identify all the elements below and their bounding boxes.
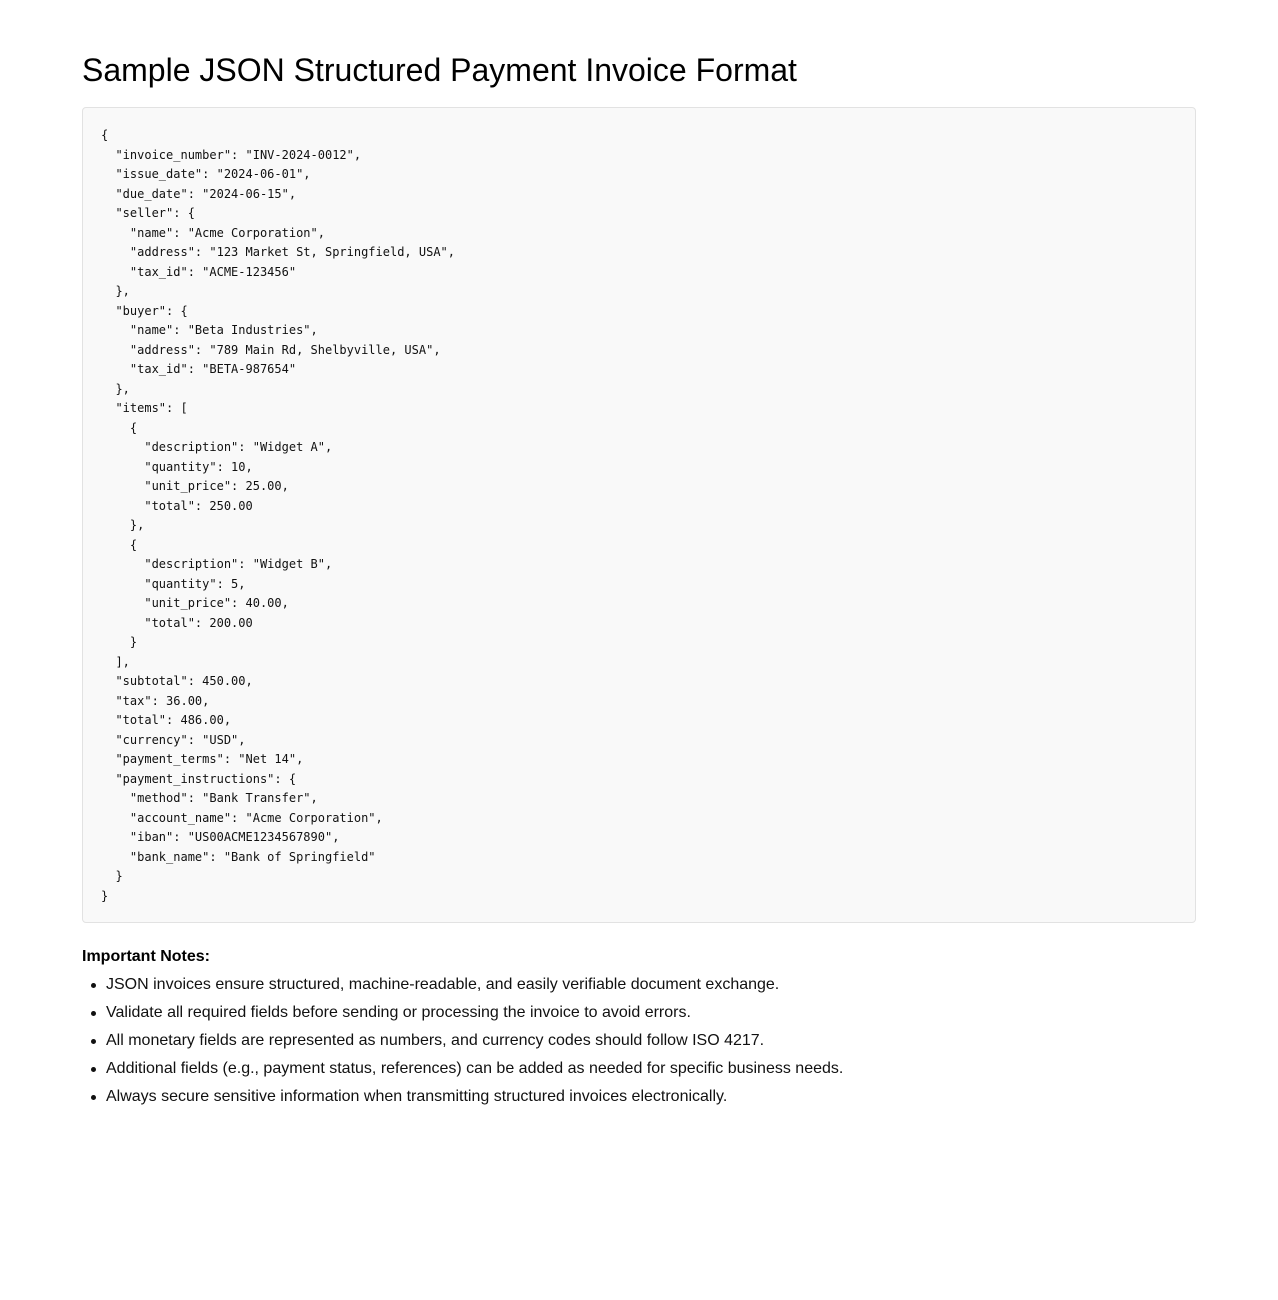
code-line: }, (101, 518, 145, 532)
notes-section (82, 945, 1196, 1107)
code-line: "buyer": { (101, 303, 188, 318)
note-text: All monetary fields are represented as numbers, and currency codes should follow ISO 4217. (106, 1032, 765, 1049)
code-line: "invoice_number": "INV-2024-0012", (101, 147, 362, 162)
page-title: Sample JSON Structured Payment Invoice Format (82, 52, 797, 88)
code-line: "name": "Beta Industries", (101, 323, 318, 337)
code-line: "payment_terms": "Net 14", (101, 752, 304, 766)
json-code-block (82, 107, 1196, 923)
code-line: "quantity": 5, (101, 576, 246, 591)
code-line: "seller": { (101, 206, 195, 220)
code-line: "method": "Bank Transfer", (101, 791, 318, 805)
code-line: }, (101, 284, 130, 298)
bullet-icon (91, 1067, 96, 1072)
json-code (101, 126, 1177, 906)
code-line: "account_name": "Acme Corporation", (101, 810, 383, 825)
code-line: "total": 200.00 (101, 615, 253, 630)
bullet-icon (91, 1011, 96, 1016)
code-line: } (101, 635, 138, 649)
note-text: Validate all required fields before sending or processing the invoice to avoid errors. (106, 1004, 691, 1021)
bullet-icon (91, 1039, 96, 1044)
note-text: JSON invoices ensure structured, machine-readable, and easily verifiable document exchange. (106, 976, 780, 993)
code-line: "name": "Acme Corporation", (101, 225, 325, 240)
notes-list (82, 975, 1196, 1107)
code-line: "bank_name": "Bank of Springfield" (101, 849, 376, 864)
code-line: "unit_price": 25.00, (101, 479, 289, 493)
code-line: "due_date": "2024-06-15", (101, 186, 297, 201)
code-line: { (101, 128, 109, 142)
note-text: Additional fields (e.g., payment status, references) can be added as needed for specific business needs. (106, 1060, 844, 1077)
note-text: Always secure sensitive information when transmitting structured invoices electronically. (106, 1088, 728, 1105)
bullet-icon (91, 1095, 96, 1100)
code-line: ], (101, 654, 130, 669)
code-line: "description": "Widget A", (101, 440, 333, 454)
code-line: { (101, 420, 138, 435)
code-line: "address": "789 Main Rd, Shelbyville, USA", (101, 342, 441, 357)
code-line: "description": "Widget B", (101, 557, 333, 571)
code-line: } (101, 869, 123, 883)
list-item (106, 1003, 1196, 1023)
code-line: "unit_price": 40.00, (101, 596, 289, 610)
code-line: "tax_id": "ACME-123456" (101, 264, 297, 279)
code-line: "items": [ (101, 401, 188, 415)
code-line: "tax": 36.00, (101, 693, 210, 708)
code-line: "subtotal": 450.00, (101, 674, 253, 688)
list-item (106, 975, 1196, 995)
code-line: { (101, 537, 138, 552)
notes-heading: Important Notes: (82, 948, 210, 965)
code-line: "quantity": 10, (101, 459, 253, 474)
code-line: "issue_date": "2024-06-01", (101, 167, 311, 181)
bullet-icon (91, 983, 96, 988)
code-line: "iban": "US00ACME1234567890", (101, 830, 340, 844)
list-item (106, 1031, 1196, 1051)
code-line: "payment_instructions": { (101, 771, 297, 786)
code-line: "address": "123 Market St, Springfield, USA", (101, 245, 456, 259)
code-line: "total": 250.00 (101, 498, 253, 513)
code-line: } (101, 888, 109, 903)
list-item (106, 1087, 1196, 1107)
code-line: }, (101, 381, 130, 396)
code-line: "total": 486.00, (101, 713, 232, 727)
code-line: "currency": "USD", (101, 732, 246, 747)
code-line: "tax_id": "BETA-987654" (101, 362, 297, 376)
list-item (106, 1059, 1196, 1079)
